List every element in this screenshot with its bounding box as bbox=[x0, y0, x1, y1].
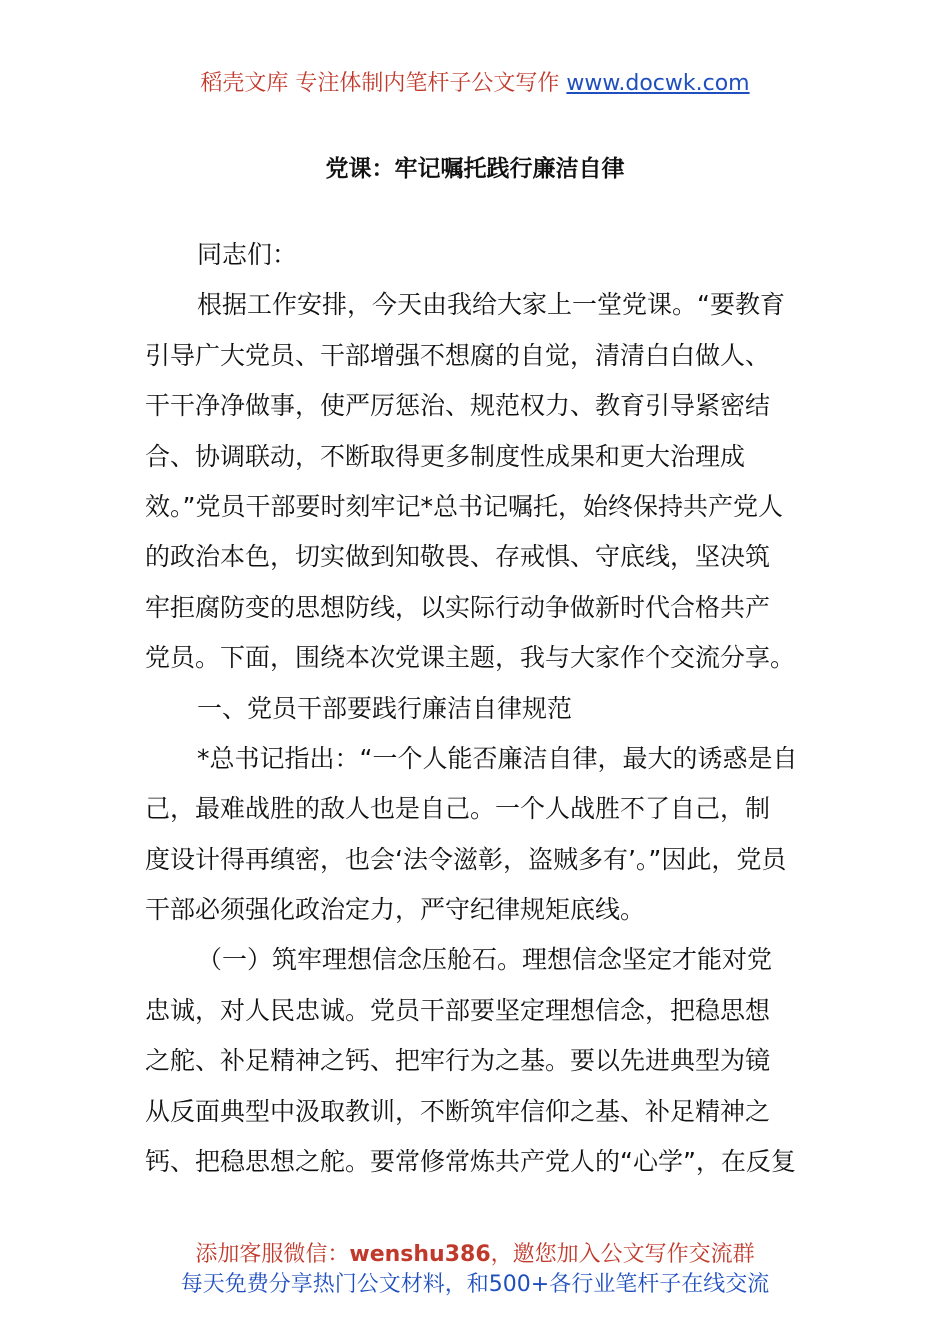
footer-promo-line: 每天免费分享热门公文材料，和500+各行业笔杆子在线交流 bbox=[180, 1272, 770, 1297]
document-body bbox=[145, 230, 810, 1187]
paragraph-line: *总书记指出：“一个人能否廉洁自律，最大的诱惑是自 bbox=[197, 743, 798, 773]
paragraph-line: 之舵、补足精神之钙、把牢行为之基。要以先进典型为镜 bbox=[145, 1046, 771, 1076]
salutation: 同志们： bbox=[197, 240, 298, 269]
paragraph-line: 忠诚，对人民忠诚。党员干部要坚定理想信念，把稳思想 bbox=[145, 995, 771, 1025]
paragraph-line: 引导广大党员、干部增强不想腐的自觉，清清白白做人、 bbox=[145, 340, 771, 370]
paragraph-line: 干部必须强化政治定力，严守纪律规矩底线。 bbox=[145, 895, 646, 925]
paragraph-line: 党员。下面，围绕本次党课主题，我与大家作个交流分享。 bbox=[145, 643, 796, 673]
wechat-id: wenshu386 bbox=[349, 1242, 491, 1267]
watermark-footer bbox=[0, 1240, 950, 1300]
paragraph-line: 效。”党员干部要时刻牢记*总书记嘱托，始终保持共产党人 bbox=[145, 491, 783, 521]
paragraph-line: 根据工作安排，今天由我给大家上一堂党课。“要教育 bbox=[197, 290, 785, 320]
paragraph-line: 钙、把稳思想之舵。要常修常炼共产党人的“心学”，在反复 bbox=[145, 1147, 796, 1177]
footer-wechat-line bbox=[0, 1240, 950, 1270]
paragraph-line: 合、协调联动，不断取得更多制度性成果和更大治理成 bbox=[145, 441, 746, 471]
paragraph-line: 的政治本色，切实做到知敬畏、存戒惧、守底线，坚决筑 bbox=[145, 542, 771, 572]
watermark-header bbox=[0, 68, 950, 100]
footer-prefix: 添加客服微信： bbox=[195, 1242, 350, 1267]
paragraph-line: 己，最难战胜的敌人也是自己。一个人战胜不了自己，制 bbox=[145, 794, 771, 824]
subsection-line: （一）筑牢理想信念压舱石。理想信念坚定才能对党 bbox=[197, 945, 773, 975]
paragraph-line: 牢拒腐防变的思想防线，以实际行动争做新时代合格共产 bbox=[145, 592, 771, 622]
document-title: 党课：牢记嘱托践行廉洁自律 bbox=[325, 156, 625, 182]
footer-suffix: ，邀您加入公文写作交流群 bbox=[490, 1242, 755, 1267]
site-link[interactable]: www.docwk.com bbox=[566, 71, 750, 96]
brand-text: 稻壳文库 专注体制内笔杆子公文写作 bbox=[200, 71, 567, 96]
paragraph-line: 从反面典型中汲取教训，不断筑牢信仰之基、补足精神之 bbox=[145, 1096, 771, 1126]
section-heading: 一、党员干部要践行廉洁自律规范 bbox=[197, 693, 573, 723]
paragraph-line: 度设计得再缜密，也会‘法令滋彰，盗贼多有’。”因此，党员 bbox=[145, 844, 787, 874]
paragraph-line: 干干净净做事，使严厉惩治、规范权力、教育引导紧密结 bbox=[145, 391, 771, 421]
